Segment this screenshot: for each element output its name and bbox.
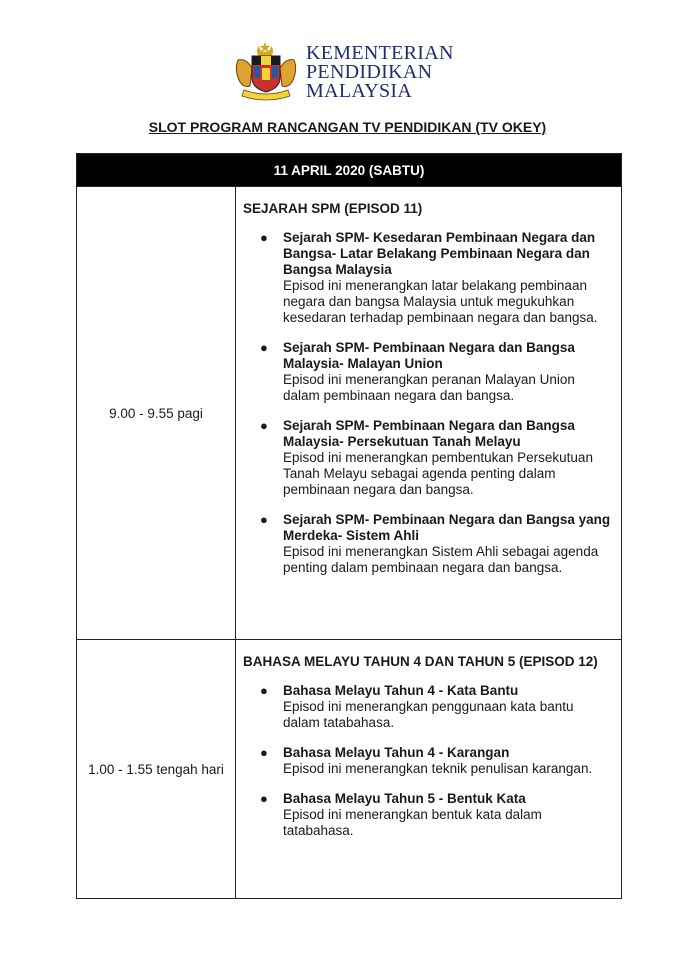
program-cell <box>236 187 622 640</box>
episode-title: Sejarah SPM- Pembinaan Negara dan Bangsa Malaysia- Persekutuan Tanah Melayu <box>283 418 575 449</box>
list-item <box>243 683 613 731</box>
bullet-icon: ● <box>260 418 268 433</box>
episode-title: Bahasa Melayu Tahun 4 - Kata Bantu <box>283 683 519 698</box>
document-title: SLOT PROGRAM RANCANGAN TV PENDIDIKAN (TV OKEY) <box>148 119 547 135</box>
ministry-name <box>306 44 454 101</box>
episode-title: Sejarah SPM- Pembinaan Negara dan Bangsa Malaysia- Malayan Union <box>283 340 575 371</box>
episode-description: Episod ini menerangkan latar belakang pembinaan negara dan bangsa Malaysia untuk megukuhkan kesedaran terhadap pembinaan negara dan bangsa. <box>283 278 598 325</box>
list-item <box>243 340 613 404</box>
coat-of-arms-icon <box>232 40 300 102</box>
ministry-line-3: MALAYSIA <box>306 80 413 102</box>
episode-title: Bahasa Melayu Tahun 4 - Karangan <box>283 745 510 760</box>
episode-description: Episod ini menerangkan Sistem Ahli sebagai agenda penting dalam pembinaan negara dan bangsa. <box>283 544 599 575</box>
bullet-icon: ● <box>260 512 268 527</box>
bullet-icon: ● <box>260 791 268 806</box>
list-item <box>243 512 613 576</box>
episode-title: Sejarah SPM- Pembinaan Negara dan Bangsa yang Merdeka- Sistem Ahli <box>283 512 611 543</box>
program-cell <box>236 640 622 899</box>
list-item <box>243 745 613 777</box>
episode-title: Sejarah SPM- Kesedaran Pembinaan Negara dan Bangsa- Latar Belakang Pembinaan Negara dan Bangsa Malaysia <box>283 230 596 277</box>
list-item <box>243 418 613 498</box>
episode-title: Bahasa Melayu Tahun 5 - Bentuk Kata <box>283 791 526 806</box>
ministry-line-1: KEMENTERIAN <box>306 42 454 64</box>
time-slot: 9.00 - 9.55 pagi <box>77 187 236 640</box>
bullet-icon: ● <box>260 683 268 698</box>
ministry-line-2: PENDIDIKAN <box>306 61 433 83</box>
schedule-table <box>76 153 622 899</box>
time-slot: 1.00 - 1.55 tengah hari <box>77 640 236 899</box>
episode-description: Episod ini menerangkan bentuk kata dalam tatabahasa. <box>283 807 542 838</box>
table-row <box>77 187 622 640</box>
page-header <box>0 0 695 110</box>
episode-description: Episod ini menerangkan teknik penulisan karangan. <box>283 761 593 776</box>
date-header: 11 APRIL 2020 (SABTU) <box>77 154 622 187</box>
program-title: SEJARAH SPM (EPISOD 11) <box>243 201 423 216</box>
episode-description: Episod ini menerangkan penggunaan kata bantu dalam tatabahasa. <box>283 699 574 730</box>
list-item <box>243 230 613 326</box>
program-title: BAHASA MELAYU TAHUN 4 DAN TAHUN 5 (EPISOD 12) <box>243 654 598 669</box>
date-header-row <box>77 154 622 187</box>
bullet-icon: ● <box>260 230 268 245</box>
bullet-icon: ● <box>260 340 268 355</box>
list-item <box>243 791 613 839</box>
episode-description: Episod ini menerangkan peranan Malayan Union dalam pembinaan negara dan bangsa. <box>283 372 575 403</box>
episode-description: Episod ini menerangkan pembentukan Persekutuan Tanah Melayu sebagai agenda penting dalam pembinaan negara dan bangsa. <box>283 450 593 497</box>
bullet-icon: ● <box>260 745 268 760</box>
table-row <box>77 640 622 899</box>
